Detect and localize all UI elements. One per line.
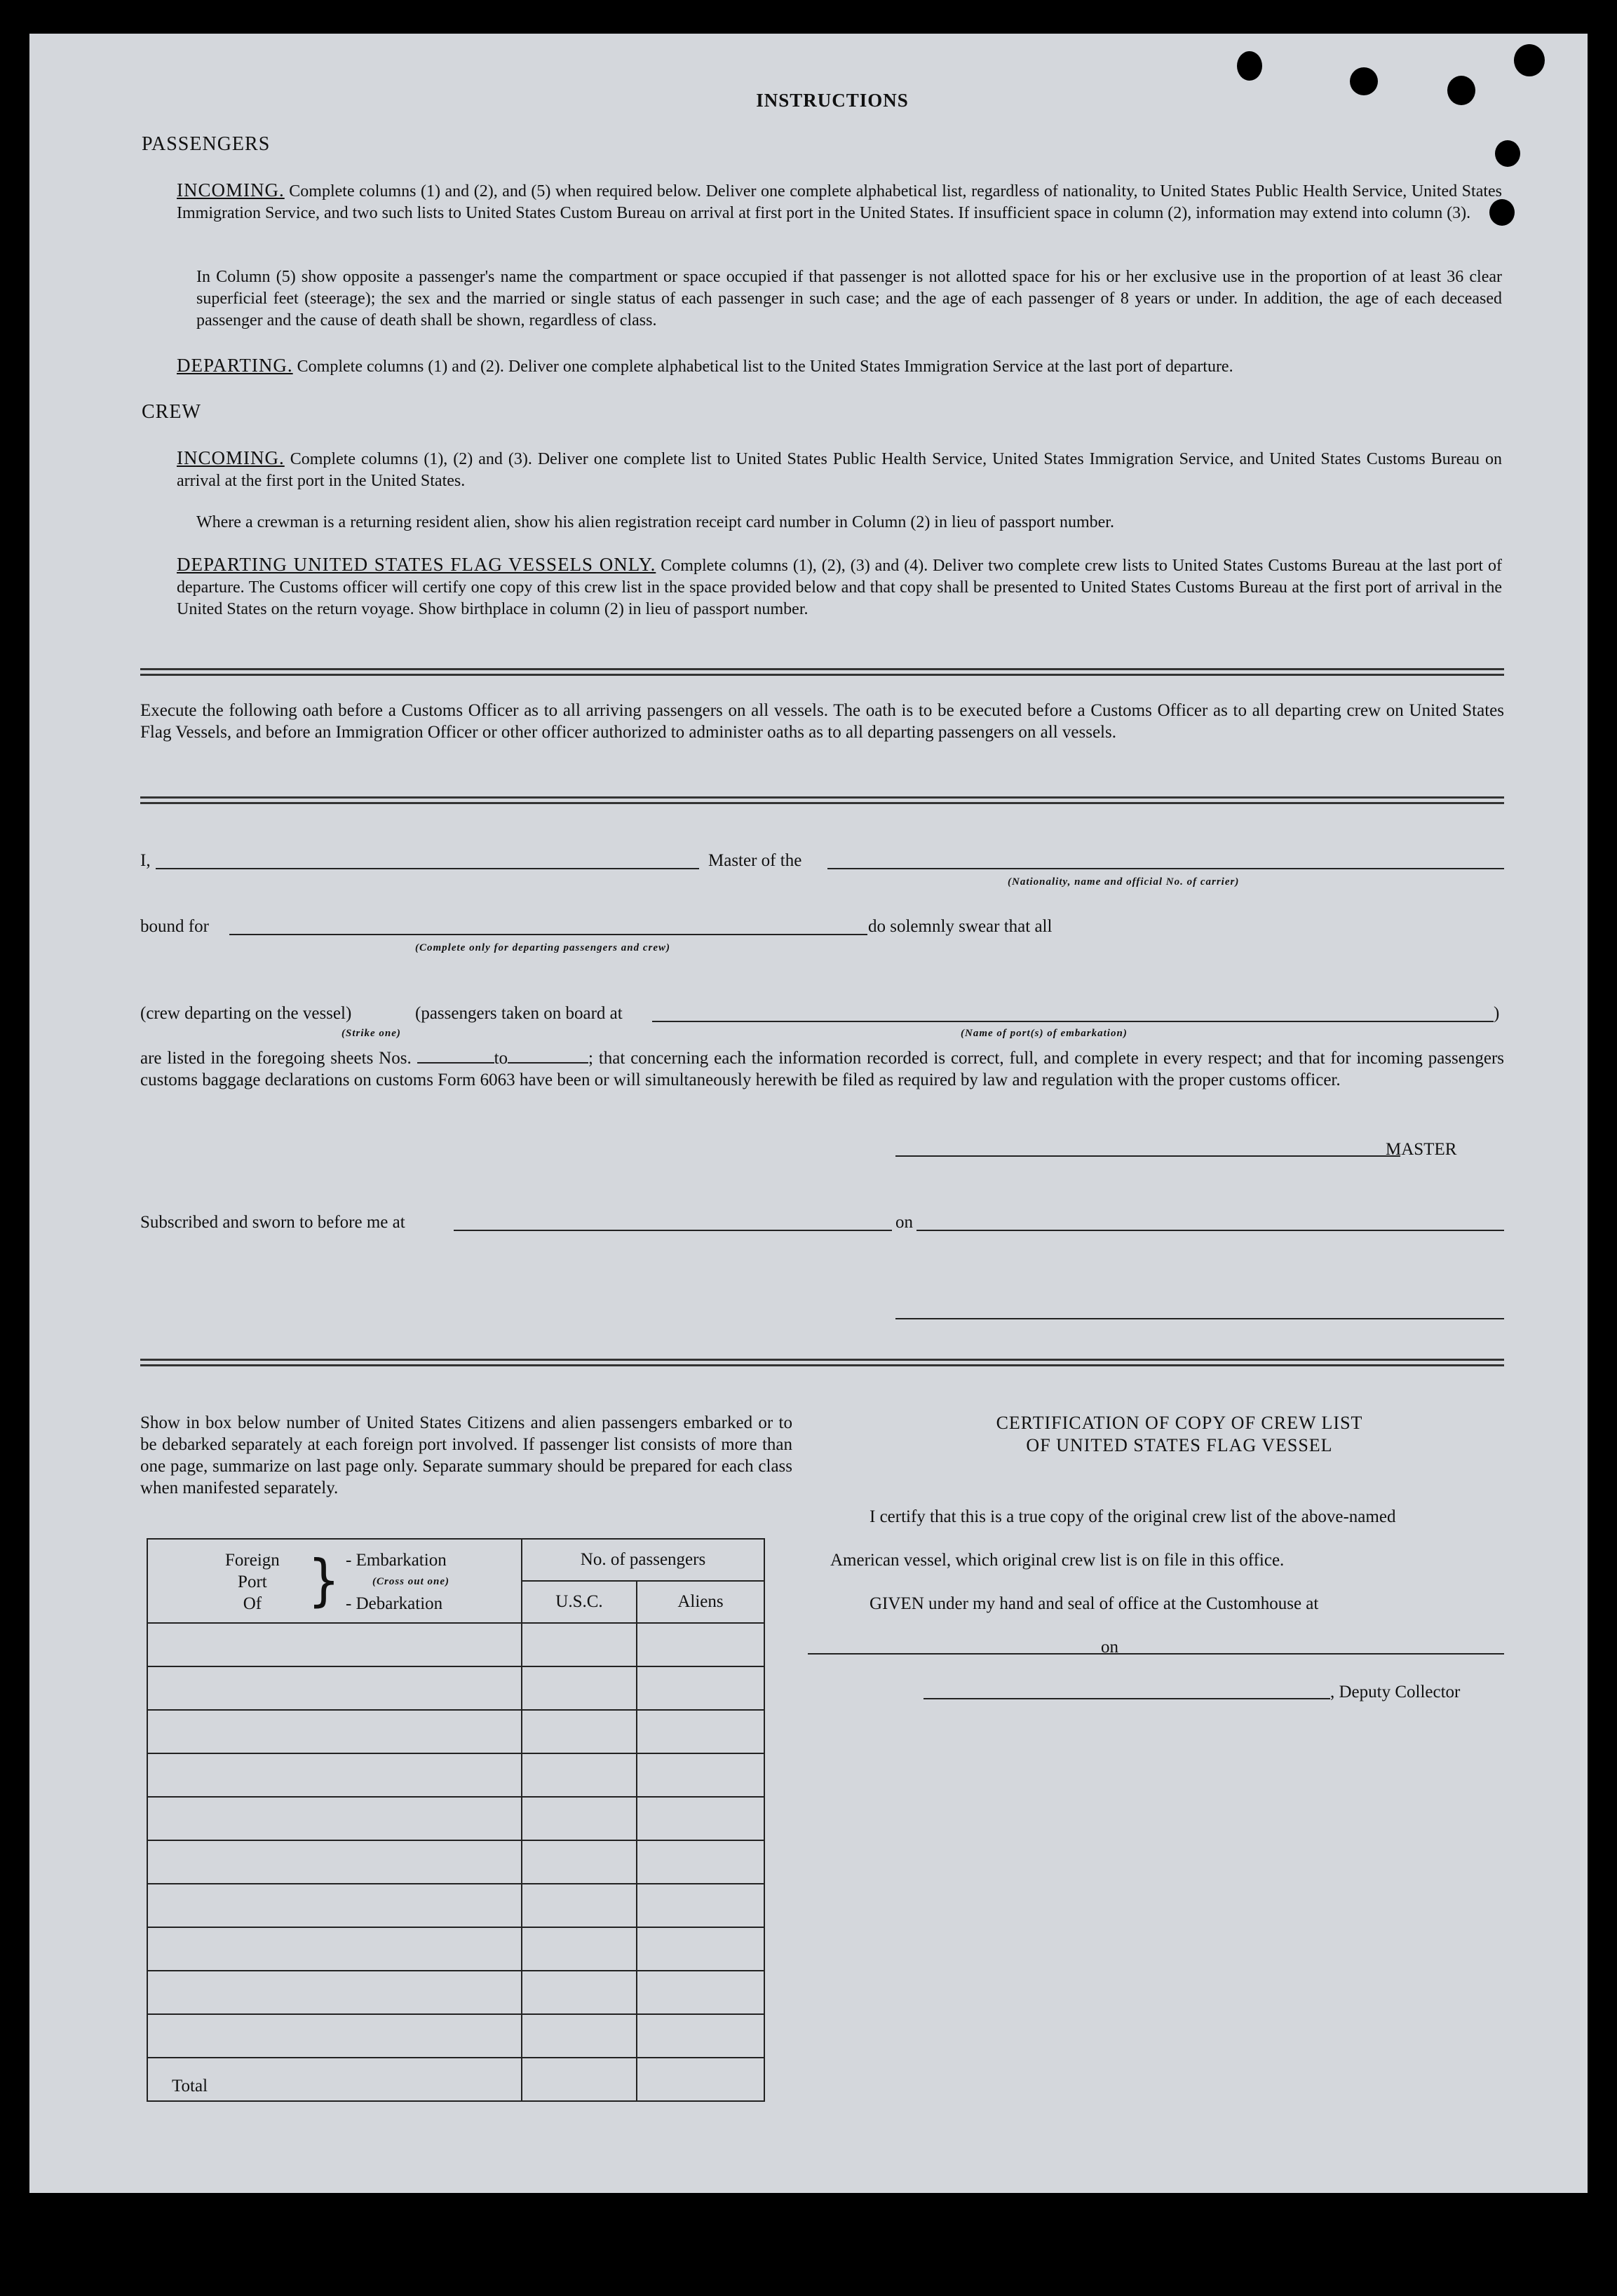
punch-hole	[1237, 51, 1262, 81]
port-cell[interactable]	[147, 1666, 522, 1710]
certification-on-label: on	[1101, 1638, 1118, 1657]
table-row	[147, 1666, 764, 1710]
customhouse-date-field[interactable]	[1123, 1653, 1504, 1655]
usc-total-cell[interactable]	[522, 2058, 637, 2101]
bound-for-label: bound for	[140, 917, 209, 936]
aliens-total-cell[interactable]	[637, 2058, 764, 2101]
table-row	[147, 1623, 764, 1666]
no-passengers-header	[522, 1539, 764, 1581]
listed-prefix: are listed in the foregoing sheets Nos.	[140, 1049, 412, 1068]
sheets-from-field[interactable]	[417, 1048, 494, 1064]
listed-sheets	[140, 1047, 1504, 1091]
usc-cell[interactable]	[522, 1710, 637, 1753]
deputy-collector-label: , Deputy Collector	[1330, 1683, 1461, 1701]
passengers-taken-option[interactable]: (passengers taken on board at	[415, 1004, 623, 1023]
passengers-incoming-label: INCOMING.	[177, 179, 285, 201]
passengers-incoming-text: Complete columns (1) and (2), and (5) when required below. Deliver one complete alphabetical list, regardless of nationality, to United States Public Health Service, United States Immigration Service, and two such lists to United States Custom Bureau on arrival at first port in the United States. If insufficient space in column (2), information may extend into column (3).	[177, 182, 1503, 222]
crew-departing-text: Complete columns (1), (2), (3) and (4). Deliver two complete crew lists to United States Customs Bureau at the last port of departure. The Customs officer will certify one copy of this crew list in the space provided below and that copy shall be presented to United States Customs Bureau at the first port of arrival in the United States on the return voyage. Show birthplace in column (2) in lieu of passport number.	[177, 557, 1502, 618]
subscribed-on-label: on	[895, 1213, 913, 1232]
complete-note: (Complete only for departing passengers and crew)	[415, 942, 670, 953]
passengers-incoming	[177, 179, 1502, 224]
port-cell[interactable]	[147, 1971, 522, 2014]
close-paren: )	[1494, 1004, 1500, 1023]
crew-incoming	[177, 447, 1502, 492]
usc-cell[interactable]	[522, 1666, 637, 1710]
passengers-departing	[177, 355, 1502, 378]
crew-heading: CREW	[142, 401, 201, 423]
instructions-title: INSTRUCTIONS	[756, 90, 909, 111]
embarkation-label: - Embarkation	[346, 1551, 447, 1570]
table-row	[147, 1797, 764, 1840]
port-cell[interactable]	[147, 1927, 522, 1971]
deputy-signature-field[interactable]	[923, 1698, 1330, 1699]
passengers-column5: In Column (5) show opposite a passenger's name the compartment or space occupied if that passenger is not allotted space for his or her exclusive use in the proportion of at least 36 clear superficial feet (steerage); the sex and the married or single status of each passenger in such case; and the age of each passenger of 8 years or under. In addition, the age of each deceased passenger and the cause of death shall be shown, regardless of class.	[196, 268, 1502, 330]
certify-line2: American vessel, which original crew list is on file in this office.	[830, 1551, 1285, 1570]
crew-incoming-label: INCOMING.	[177, 447, 285, 468]
divider	[140, 796, 1504, 804]
brace-icon: }	[308, 1547, 340, 1613]
total-row	[147, 2058, 764, 2101]
port-header	[147, 1539, 522, 1623]
aliens-label: Aliens	[677, 1592, 724, 1611]
port-label: Port	[238, 1572, 267, 1591]
passengers-departing-label: DEPARTING.	[177, 355, 293, 376]
total-cell	[147, 2058, 522, 2101]
bound-for-field[interactable]	[229, 934, 867, 935]
passenger-summary-table	[147, 1538, 765, 2102]
usc-cell[interactable]	[522, 1753, 637, 1797]
table-row	[147, 1710, 764, 1753]
table-row	[147, 1927, 764, 1971]
carrier-field[interactable]	[827, 868, 1504, 869]
listed-suffix: ; that concerning each the information recorded is correct, full, and complete in every respect; and	[588, 1049, 1294, 1068]
passengers-departing-text: Complete columns (1) and (2). Deliver one complete alphabetical list to the United States Immigration Service at the last port of departure.	[297, 358, 1233, 376]
aliens-cell[interactable]	[637, 1666, 764, 1710]
usc-cell[interactable]	[522, 1927, 637, 1971]
aliens-cell[interactable]	[637, 1797, 764, 1840]
table-row	[147, 1971, 764, 2014]
ports-note: (Name of port(s) of embarkation)	[961, 1028, 1128, 1039]
aliens-cell[interactable]	[637, 1840, 764, 1884]
summary-instructions: Show in box below number of United States Citizens and alien passengers embarked or to be debarked separately at each foreign port involved. If passenger list consists of more than one page, summarize on last page only. Separate summary should be prepared for each class when manifested separately.	[140, 1413, 792, 1497]
crew-incoming-text: Complete columns (1), (2) and (3). Deliver one complete list to United States Public Health Service, United States Immigration Service, and United States Customs Bureau on arrival at the first port in the United States.	[177, 450, 1503, 490]
table-row	[147, 1884, 764, 1927]
table-row	[147, 1840, 764, 1884]
master-of-the-label: Master of the	[708, 851, 802, 870]
subscribed-place-field[interactable]	[454, 1230, 892, 1231]
oath-intro: Execute the following oath before a Customs Officer as to all arriving passengers on all vessels. The oath is to be executed before a Customs Officer as to all departing crew on United States Flag Vessels, and before an Immigration Officer or other officer authorized to administer oaths as to all departing passengers on all vessels.	[140, 701, 1504, 742]
crew-departing-label: DEPARTING UNITED STATES FLAG VESSELS ONLY.	[177, 554, 656, 575]
no-passengers-label: No. of passengers	[580, 1550, 706, 1569]
port-cell[interactable]	[147, 1797, 522, 1840]
swear-text: do solemnly swear that all	[868, 917, 1053, 936]
usc-cell[interactable]	[522, 1623, 637, 1666]
form-page	[29, 34, 1588, 2193]
usc-label: U.S.C.	[555, 1592, 603, 1611]
port-cell[interactable]	[147, 1840, 522, 1884]
to-label: to	[494, 1049, 508, 1068]
customhouse-place-field[interactable]	[808, 1653, 1134, 1655]
certification-title-line2: OF UNITED STATES FLAG VESSEL	[1026, 1435, 1333, 1455]
port-cell[interactable]	[147, 1623, 522, 1666]
ports-field[interactable]	[652, 1021, 1494, 1022]
aliens-cell[interactable]	[637, 1710, 764, 1753]
master-label: MASTER	[1386, 1140, 1457, 1159]
subscribed-date-field[interactable]	[916, 1230, 1504, 1231]
punch-hole	[1514, 44, 1545, 76]
divider	[140, 668, 1504, 676]
strike-note: (Strike one)	[341, 1028, 401, 1039]
oath-i-label: I,	[140, 851, 151, 870]
nationality-note: (Nationality, name and official No. of carrier)	[1008, 876, 1240, 888]
table-row	[147, 2014, 764, 2058]
listed-rest: that for incoming passengers customs baggage declarations on customs Form 6063 have been or will simultaneously herewith be filed as required by law and regulation with the proper customs officer.	[140, 1049, 1505, 1089]
certification-title	[843, 1412, 1516, 1457]
aliens-cell[interactable]	[637, 1753, 764, 1797]
punch-hole	[1495, 140, 1520, 167]
usc-cell[interactable]	[522, 2014, 637, 2058]
subscribed-label: Subscribed and sworn to before me at	[140, 1213, 405, 1232]
divider	[140, 1359, 1504, 1366]
usc-cell[interactable]	[522, 1971, 637, 2014]
port-cell[interactable]	[147, 1710, 522, 1753]
aliens-cell[interactable]	[637, 1927, 764, 1971]
cross-out-note: (Cross out one)	[372, 1576, 450, 1587]
port-cell[interactable]	[147, 1753, 522, 1797]
aliens-cell[interactable]	[637, 1623, 764, 1666]
master-name-field[interactable]	[156, 868, 699, 869]
usc-header	[522, 1581, 637, 1623]
sheets-to-field[interactable]	[508, 1048, 588, 1064]
certify-line1: I certify that this is a true copy of the original crew list of the above-named	[870, 1507, 1396, 1526]
aliens-cell[interactable]	[637, 1971, 764, 2014]
usc-cell[interactable]	[522, 1840, 637, 1884]
aliens-header	[637, 1581, 764, 1623]
port-cell[interactable]	[147, 2014, 522, 2058]
given-line: GIVEN under my hand and seal of office at the Customhouse at	[870, 1594, 1319, 1613]
debarkation-label: - Debarkation	[346, 1594, 443, 1613]
usc-cell[interactable]	[522, 1797, 637, 1840]
of-label: Of	[243, 1594, 262, 1613]
table-row	[147, 1753, 764, 1797]
master-signature-field[interactable]	[895, 1155, 1400, 1157]
crew-departing	[177, 554, 1502, 620]
aliens-cell[interactable]	[637, 1884, 764, 1927]
certification-title-line1: CERTIFICATION OF COPY OF CREW LIST	[996, 1413, 1363, 1433]
officer-signature-field[interactable]	[895, 1318, 1504, 1319]
crew-resident-alien: Where a crewman is a returning resident alien, show his alien registration receipt card number in Column (2) in lieu of passport number.	[196, 513, 1114, 531]
passengers-heading: PASSENGERS	[142, 133, 271, 155]
usc-cell[interactable]	[522, 1884, 637, 1927]
foreign-label: Foreign	[225, 1551, 280, 1570]
aliens-cell[interactable]	[637, 2014, 764, 2058]
crew-departing-option[interactable]: (crew departing on the vessel)	[140, 1004, 352, 1023]
total-label: Total	[172, 2077, 208, 2095]
port-cell[interactable]	[147, 1884, 522, 1927]
